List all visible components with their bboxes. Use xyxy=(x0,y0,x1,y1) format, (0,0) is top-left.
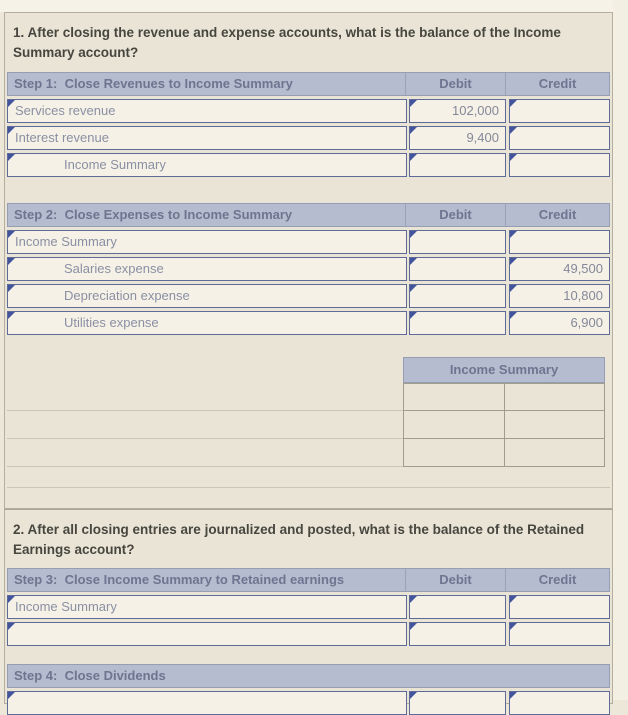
debit-cell[interactable] xyxy=(409,257,506,281)
step3-title: Step 3: Close Income Summary to Retained earnings xyxy=(14,572,345,587)
table-row xyxy=(7,126,610,150)
step1-title: Step 1: Close Revenues to Income Summary xyxy=(14,75,293,91)
question-1-block xyxy=(4,12,613,509)
debit-cell[interactable] xyxy=(409,311,506,335)
account-label: Utilities expense xyxy=(64,314,159,330)
debit-cell[interactable] xyxy=(409,99,506,123)
step4-table xyxy=(7,664,610,703)
step1-header-row xyxy=(7,72,610,96)
step2-credit-header: Credit xyxy=(505,204,609,226)
t-account-credit-cell[interactable] xyxy=(505,384,605,410)
table-row xyxy=(7,99,610,123)
photo-right-edge xyxy=(613,0,628,700)
debit-cell[interactable] xyxy=(409,126,506,150)
debit-cell[interactable] xyxy=(409,153,506,177)
step4-header-row xyxy=(7,664,610,688)
credit-cell[interactable] xyxy=(509,126,610,150)
credit-cell[interactable] xyxy=(509,691,610,715)
table-row xyxy=(7,311,610,335)
account-cell[interactable] xyxy=(7,595,407,619)
question-1-text: 1. After closing the revenue and expense accounts, what is the balance of the Income Summary account? xyxy=(13,25,561,61)
account-cell[interactable] xyxy=(7,257,407,281)
step3-credit-header: Credit xyxy=(505,569,609,591)
t-account-row xyxy=(7,383,610,411)
partial-row xyxy=(7,691,610,703)
photo-top-edge xyxy=(0,0,628,12)
debit-cell[interactable] xyxy=(409,230,506,254)
credit-cell[interactable] xyxy=(509,153,610,177)
step1-table xyxy=(7,72,610,177)
t-account-left-blank xyxy=(7,357,403,383)
table-row xyxy=(7,284,610,308)
account-cell[interactable] xyxy=(7,622,407,646)
account-label: Income Summary xyxy=(64,156,166,172)
table-row xyxy=(7,153,610,177)
question-2-block xyxy=(4,509,613,705)
debit-cell[interactable] xyxy=(409,622,506,646)
t-account-debit-cell[interactable] xyxy=(404,411,505,438)
table-row xyxy=(7,622,610,646)
debit-cell[interactable] xyxy=(409,595,506,619)
ledger-line xyxy=(7,411,403,439)
debit-value: 9,400 xyxy=(466,129,499,145)
step3-table xyxy=(7,568,610,646)
account-cell[interactable] xyxy=(7,99,407,123)
t-account-credit-cell[interactable] xyxy=(505,411,605,438)
credit-value: 10,800 xyxy=(563,287,603,303)
credit-cell[interactable] xyxy=(509,595,610,619)
step3-header-row xyxy=(7,568,610,592)
income-summary-t-account xyxy=(7,357,610,467)
t-account-cells xyxy=(403,383,605,411)
t-account-title: Income Summary xyxy=(403,357,605,383)
credit-cell[interactable] xyxy=(509,99,610,123)
account-label: Services revenue xyxy=(15,102,116,118)
t-account-debit-cell[interactable] xyxy=(404,384,505,410)
worksheet xyxy=(4,12,613,704)
credit-cell[interactable] xyxy=(509,311,610,335)
ledger-line xyxy=(7,467,610,488)
credit-value: 49,500 xyxy=(563,260,603,276)
ledger-line xyxy=(7,439,403,467)
credit-value: 6,900 xyxy=(570,314,603,330)
t-account-row xyxy=(7,439,610,467)
account-label: Interest revenue xyxy=(15,129,109,145)
question-2-text: 2. After all closing entries are journalized and posted, what is the balance of the Retained Earnings account? xyxy=(13,521,585,557)
account-cell[interactable] xyxy=(7,691,407,715)
step2-table xyxy=(7,203,610,335)
debit-cell[interactable] xyxy=(409,691,506,715)
step2-title: Step 2: Close Expenses to Income Summary xyxy=(14,206,293,222)
table-row xyxy=(7,230,610,254)
account-cell[interactable] xyxy=(7,311,407,335)
account-cell[interactable] xyxy=(7,284,407,308)
account-cell[interactable] xyxy=(7,153,407,177)
account-cell[interactable] xyxy=(7,230,407,254)
step1-credit-header: Credit xyxy=(505,73,609,95)
debit-value: 102,000 xyxy=(452,102,499,118)
account-label: Depreciation expense xyxy=(64,287,190,303)
ledger-line xyxy=(7,383,403,411)
t-account-header-row xyxy=(7,357,610,383)
step3-debit-header: Debit xyxy=(405,569,505,591)
t-account-row xyxy=(7,411,610,439)
step2-debit-header: Debit xyxy=(405,204,505,226)
account-cell[interactable] xyxy=(7,126,407,150)
table-row xyxy=(7,257,610,281)
step4-title: Step 4: Close Dividends xyxy=(14,668,166,683)
credit-cell[interactable] xyxy=(509,284,610,308)
table-row xyxy=(7,595,610,619)
t-account-cells xyxy=(403,411,605,439)
credit-cell[interactable] xyxy=(509,230,610,254)
step2-header-row xyxy=(7,203,610,227)
account-label: Salaries expense xyxy=(64,260,164,276)
t-account-cells xyxy=(403,439,605,467)
step1-debit-header: Debit xyxy=(405,73,505,95)
account-label: Income Summary xyxy=(15,599,117,614)
t-account-debit-cell[interactable] xyxy=(404,439,505,466)
account-label: Income Summary xyxy=(15,233,117,249)
credit-cell[interactable] xyxy=(509,257,610,281)
credit-cell[interactable] xyxy=(509,622,610,646)
debit-cell[interactable] xyxy=(409,284,506,308)
t-account-credit-cell[interactable] xyxy=(505,439,605,466)
